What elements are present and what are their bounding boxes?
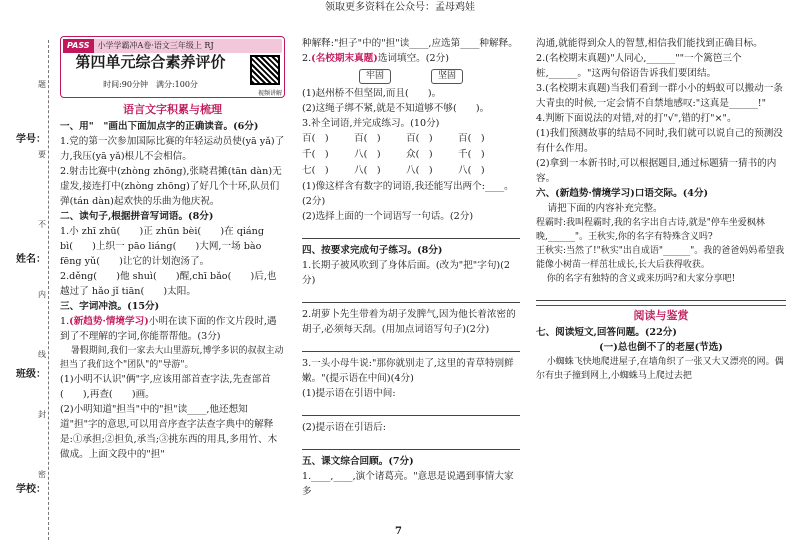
series-label: 小学学霸冲A卷·语文三年级上 RJ: [97, 41, 214, 50]
grid-cell: 七( ): [302, 165, 329, 176]
grid-cell: 百( ): [406, 133, 433, 144]
grid-cell: 八( ): [354, 149, 381, 160]
q3-item-1b: (2)小明知道"担当"中的"担"读____,他还想知道"担"字的意思,可以用音序查字法查字典中的解释是:①承担;②担负,承当;③挑东西的用具,多用竹、木做成。上面文段中的"担": [60, 404, 278, 460]
q5-item-3: 3.(名校期末真题)当我们看到一群小小的蚂蚁可以搬动一条大青虫的时候,一定会情不自禁地感叹:"这真是______!": [536, 83, 783, 109]
word-card-2: 坚固: [431, 69, 463, 84]
margin-vert-3: 不: [38, 220, 46, 229]
q3-tag: (新趋势·情境学习): [69, 316, 149, 327]
q3-passage: 暑假期间,我们一家去大山里游玩,博学多识的叔叔主动担当了我们这个"团队"的"导游"。: [60, 346, 284, 370]
exam-header: [60, 36, 285, 98]
binding-margin: [8, 40, 48, 540]
q3-item-1: 小明在读下面的作文片段时,遇到了不理解的字词,你能帮帮他。(3分): [60, 316, 277, 342]
q5-item-2: 2.(名校期末真题)"人同心,______""一个篱笆三个桩,______。"这两句俗语告诉我们要团结。: [536, 53, 742, 79]
margin-vert-7: 密: [38, 470, 46, 479]
answer-line[interactable]: [302, 226, 520, 239]
q5-item-4: 4.判断下面说法的对错,对的打"√",错的打"×"。: [536, 113, 737, 124]
page-number: 7: [395, 526, 402, 537]
q2-item-1: 1.小 zhī zhū( )正 zhūn bèi( )在 qiáng bì( )上织一 pāo liáng( )大网,一场 bào fēng yǔ( )让它的计划泡汤了。: [60, 226, 264, 267]
margin-vert-4: 内: [38, 290, 46, 299]
margin-label-student-id: 学号：: [16, 134, 46, 145]
grid-cell: 八( ): [354, 165, 381, 176]
q5-heading: 五、课文综合回顾。(7分): [302, 456, 414, 467]
q7-passage: 小蜘蛛飞快地爬进屋子,在墙角织了一张又大又漂亮的网。偶尔有虫子撞到网上,小蜘蛛马上爬过去把: [536, 357, 784, 381]
margin-vert-5: 线: [38, 350, 46, 359]
q3b-heading: 3.补全词语,并完成练习。(10分): [302, 118, 440, 129]
q3-heading: 三、字词冲浪。(15分): [60, 301, 160, 312]
q1-item-1: 1.党的第一次参加国际比赛的年轻运动员使(yā yǎ)了力,我压(yā yǎ)根儿不会相信。: [60, 136, 285, 162]
q2b-prefix: 2.: [302, 53, 312, 64]
q3-item-1-prefix: 1.: [60, 316, 70, 327]
section-heading-reading: 阅读与鉴赏: [633, 309, 689, 322]
answer-line[interactable]: [536, 288, 786, 301]
q5-item-4a: (1)我们预测故事的结局不同时,我们就可以说自己的预测没有什么作用。: [536, 128, 783, 154]
grid-cell: 千( ): [458, 149, 485, 160]
q4-heading: 四、按要求完成句子练习。(8分): [302, 245, 443, 256]
q3b-item-1: (1)像这样含有数字的词语,我还能写出两个:____。(2分): [302, 181, 514, 207]
q7-passage-title: (一)总也倒不了的老屋(节选): [599, 342, 723, 353]
margin-label-name: 姓名：: [16, 254, 46, 265]
header-strip: [63, 39, 282, 53]
q6-dialogue-2: 王秋实:当然了!"秋实"出自成语"______"。我的爸爸妈妈希望我能像小树苗一样茁壮成长,长大后获得收获。: [536, 246, 785, 270]
grid-cell: 百( ): [354, 133, 381, 144]
grid-cell: 百( ): [302, 133, 329, 144]
grid-cell: 百( ): [458, 133, 485, 144]
q4-item-2: 2.胡萝卜先生带着为胡子发脾气,因为他长着浓密的胡子,必须每天刮。(用加点词语写句子)(2分): [302, 309, 516, 335]
q4-item-3b: (2)提示语在引语后:: [302, 422, 386, 433]
word-cards: [302, 68, 520, 84]
answer-line[interactable]: [302, 339, 520, 352]
grid-row: [302, 163, 520, 179]
grid-cell: 千( ): [302, 149, 329, 160]
q4-item-1: 1.长期子被风吹到了身体后面。(改为"把"字句)(2分): [302, 260, 510, 286]
q4-item-3a: (1)提示语在引语中间:: [302, 388, 396, 399]
answer-line[interactable]: [302, 437, 520, 450]
q2b-tag: (名校期末真题): [311, 53, 378, 64]
q6-dialogue-1: 程霸时:我叫程霸时,我的名字出自古诗,就是"停车坐爱枫林晚,______"。王秋实,你的名字有特殊含义吗?: [536, 218, 765, 242]
binding-dashline: [48, 40, 49, 540]
margin-vert-2: 要: [38, 150, 46, 159]
grid-row: [302, 147, 520, 163]
q2b-item-2: (2)这绳子绑不紧,就是不知道够不够( )。: [302, 103, 490, 114]
answer-line[interactable]: [302, 290, 520, 303]
column-3: [536, 36, 786, 383]
q1-item-2: 2.射击比赛中(zhòng zhōng),张晓君摊(tān dàn)无虚发,接连打中(zhòng zhōng)了好几个十环,队员们弹(tán dàn)起欢快的乐曲为他庆祝。: [60, 166, 282, 207]
q3-continuation: 种解释:"担子"中的"担"读____,应选第____种解释。: [302, 38, 518, 49]
margin-vert-6: 封: [38, 410, 46, 419]
grid-cell: 八( ): [406, 165, 433, 176]
q6-dialogue-3: 你的名字有独特的含义或来历吗?和大家分享吧!: [546, 274, 736, 284]
top-banner: 领取更多资料在公众号：孟母鸡娃: [325, 2, 475, 13]
word-card-1: 牢固: [359, 69, 391, 84]
column-1: [60, 36, 285, 462]
section-divider: [536, 305, 786, 306]
idiom-grid: [302, 131, 520, 179]
q7-heading: 七、阅读短文,回答问题。(22分): [536, 327, 677, 338]
q4-item-3: 3.一头小母牛说:"那你就别走了,这里的青草特别鲜嫩。"(提示语在中间)(4分): [302, 358, 514, 384]
grid-cell: 八( ): [458, 165, 485, 176]
section-heading-language: 语言文字积累与梳理: [123, 103, 222, 116]
q1-heading: 一、用" "画出下面加点字的正确读音。(6分): [60, 121, 259, 132]
margin-label-class: 班级：: [16, 369, 46, 380]
q2-item-2: 2.děng( )他 shuì( )醒,chī bǎo( )后,也越过了 hǎo jǐ tiān( )太阳。: [60, 271, 277, 297]
q5-item-1-cont: 沟通,就能得到众人的智慧,相信我们能找到正确目标。: [536, 38, 763, 49]
column-2: [302, 36, 520, 499]
exam-meta: 时间:90分钟 满分:100分: [103, 80, 198, 89]
q6-instruction: 请把下面的内容补充完整。: [547, 203, 663, 214]
grid-row: [302, 131, 520, 147]
q3-item-1a: (1)小明不认识"俩"字,应该用部首查字法,先查部首( ),再查( )画。: [60, 374, 271, 400]
answer-line[interactable]: [302, 403, 520, 416]
qr-caption: 视频讲解: [257, 90, 282, 97]
exam-title: 第四单元综合素养评价: [75, 53, 226, 71]
margin-label-school: 学校：: [16, 484, 46, 495]
grid-cell: 众( ): [406, 149, 433, 160]
q2b-heading: 选词填空。(2分): [377, 53, 449, 64]
margin-vert-1: 题: [38, 80, 46, 89]
q5-item-1: 1.____,____,演个诸葛亮。"意思是说遇到事情大家多: [302, 471, 514, 497]
q2b-item-1: (1)赵州桥不但坚固,而且( )。: [302, 88, 442, 99]
q5-item-4b: (2)拿到一本新书时,可以根据题目,通过标题猜一猜书的内容。: [536, 158, 777, 184]
brand-logo: PASS: [63, 39, 94, 53]
q2-heading: 二、读句子,根据拼音写词语。(8分): [60, 211, 214, 222]
q6-heading: 六、(新趋势·情境学习)口语交际。(4分): [536, 188, 709, 199]
q3b-item-2: (2)选择上面的一个词语写一句话。(2分): [302, 211, 474, 222]
qr-code-icon[interactable]: [250, 55, 280, 85]
